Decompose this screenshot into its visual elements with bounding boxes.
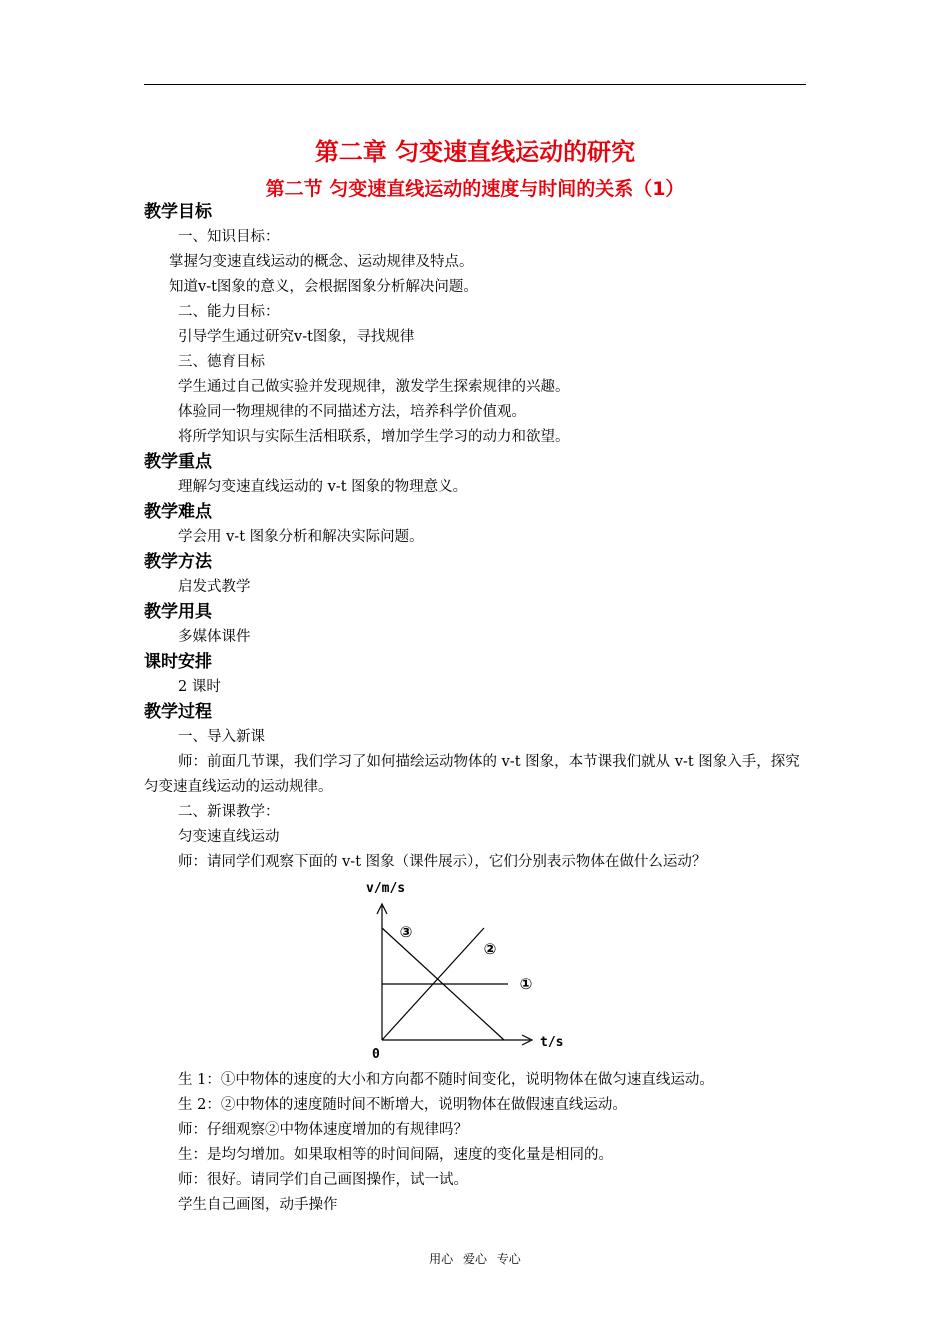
goal1-line1: 掌握匀变速直线运动的概念、运动规律及特点。 xyxy=(169,254,474,270)
schedule-heading: 课时安排 xyxy=(144,652,212,672)
process-step1: 一、导入新课 xyxy=(178,729,265,745)
difficulty-heading: 教学难点 xyxy=(144,502,212,522)
goal3-line3: 将所学知识与实际生活相联系，增加学生学习的动力和欲望。 xyxy=(178,429,570,445)
dialogue-line-3: 师：仔细观察②中物体速度增加的有规律吗？ xyxy=(178,1122,468,1138)
goals-heading: 教学目标 xyxy=(144,202,212,222)
key-text: 理解匀变速直线运动的 v-t 图象的物理意义。 xyxy=(178,479,468,495)
series-label-3: ③ xyxy=(399,923,413,941)
series-label-1: ① xyxy=(519,975,533,993)
goal1-label: 一、知识目标： xyxy=(178,229,280,245)
series-label-2: ② xyxy=(483,940,497,958)
goal3-line2: 体验同一物理规律的不同描述方法，培养科学价值观。 xyxy=(178,404,526,420)
difficulty-text: 学会用 v-t 图象分析和解决实际问题。 xyxy=(178,529,424,545)
goal2-line1: 引导学生通过研究v-t图象，寻找规律 xyxy=(178,329,415,345)
chapter-title: 第二章 匀变速直线运动的研究 xyxy=(314,138,636,166)
method-heading: 教学方法 xyxy=(144,552,212,572)
page-footer: 用心 爱心 专心 xyxy=(429,1252,521,1266)
goal3-label: 三、德育目标 xyxy=(178,354,265,370)
dialogue-block xyxy=(144,1068,810,1218)
x-axis-label: t/s xyxy=(540,1035,564,1050)
tools-text: 多媒体课件 xyxy=(178,629,251,645)
origin-label: 0 xyxy=(372,1047,380,1062)
process-step2: 二、新课教学： xyxy=(178,804,280,820)
dialogue-line-6: 学生自己画图，动手操作 xyxy=(178,1197,338,1213)
schedule-text: 2 课时 xyxy=(178,679,221,695)
dialogue-line-5: 师：很好。请同学们自己画图操作，试一试。 xyxy=(178,1172,468,1188)
tools-heading: 教学用具 xyxy=(144,602,212,622)
key-heading: 教学重点 xyxy=(144,452,212,472)
process-heading: 教学过程 xyxy=(144,702,212,722)
process-topic: 匀变速直线运动 xyxy=(178,829,280,845)
document-body xyxy=(144,200,810,875)
process-paragraph: 师：前面几节课，我们学习了如何描绘运动物体的 v-t 图象，本节课我们就从 v-t 图象入手，探究匀变速直线运动的运动规律。 xyxy=(144,754,800,795)
goal1-line2: 知道v-t图象的意义，会根据图象分析解决问题。 xyxy=(169,279,478,295)
section-title: 第二节 匀变速直线运动的速度与时间的关系（1） xyxy=(265,178,685,200)
header-rule xyxy=(144,84,806,85)
dialogue-line-4: 生：是均匀增加。如果取相等的时间间隔，速度的变化量是相同的。 xyxy=(178,1147,613,1163)
goal2-label: 二、能力目标： xyxy=(178,304,280,320)
dialogue-line-2: 生 2：②中物体的速度随时间不断增大，说明物体在做假速直线运动。 xyxy=(178,1097,627,1113)
dialogue-line-1: 生 1：①中物体的速度的大小和方向都不随时间变化，说明物体在做匀速直线运动。 xyxy=(178,1072,714,1088)
y-axis-label: v/m/s xyxy=(366,881,406,896)
process-question: 师：请同学们观察下面的 v-t 图象（课件展示），它们分别表示物体在做什么运动？ xyxy=(178,854,707,870)
goal3-line1: 学生通过自己做实验并发现规律，激发学生探索规律的兴趣。 xyxy=(178,379,570,395)
vt-chart xyxy=(358,876,578,1066)
method-text: 启发式教学 xyxy=(178,579,251,595)
